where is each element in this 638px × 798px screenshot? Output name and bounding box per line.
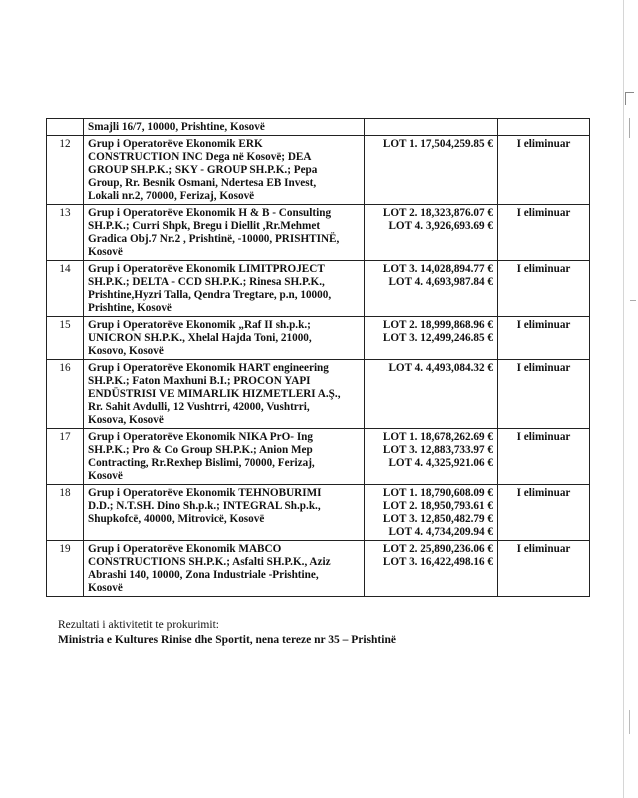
operator-line: Prishtine,Hyzri Talla, Qendra Tregtare, p.n, 10000, — [88, 289, 332, 301]
lot-price: LOT 3. 16,422,498.16 € — [382, 556, 493, 568]
status-cell: I eliminuar — [498, 485, 590, 541]
result-label: Rezultati i aktivitetit te prokurimit: — [58, 619, 219, 631]
lots-cell — [365, 136, 498, 205]
lot-price: LOT 2. 18,323,876.07 € — [382, 207, 493, 219]
lots-cell — [365, 119, 498, 136]
scan-mark — [629, 118, 636, 138]
row-number: 14 — [47, 261, 84, 317]
status-cell: I eliminuar — [498, 205, 590, 261]
operator-line: Shupkofcë, 40000, Mitrovicë, Kosovë — [88, 513, 265, 525]
operator-line: Contracting, Rr.Rexhep Bislimi, 70000, Ferizaj, — [88, 457, 315, 469]
status-cell: I eliminuar — [498, 136, 590, 205]
row-number: 16 — [47, 360, 84, 429]
operator-line: SH.P.K.; DELTA - CCD SH.P.K.; Rinesa SH.P.K., — [88, 276, 325, 288]
row-number: 18 — [47, 485, 84, 541]
lots-cell — [365, 360, 498, 429]
operator-line: Kosova, Kosovë — [88, 414, 164, 426]
operator-line: Kosovë — [88, 246, 123, 258]
lot-price: LOT 4. 4,734,209.94 € — [388, 526, 493, 538]
operator-line: D.D.; N.T.SH. Dino Sh.p.k.; INTEGRAL Sh.p.k., — [88, 500, 321, 512]
row-number: 13 — [47, 205, 84, 261]
status-cell — [498, 119, 590, 136]
table-row-continued — [47, 119, 590, 136]
operator-line: ENDÜSTRISI VE MIMARLIK HIZMETLERI A.Ş., — [88, 388, 341, 400]
operator-cell — [84, 541, 365, 597]
operator-line: Abrashi 140, 10000, Zona Industriale -Prishtine, — [88, 569, 319, 581]
table-row — [47, 541, 590, 597]
table-row — [47, 485, 590, 541]
operator-line: Smajli 16/7, 10000, Prishtine, Kosovë — [88, 121, 265, 133]
operator-line: Kosovo, Kosovë — [88, 345, 164, 357]
lot-price: LOT 3. 12,883,733.97 € — [382, 444, 493, 456]
operator-line: CONSTRUCTION INC Dega në Kosovë; DEA — [88, 151, 312, 163]
operator-line: Kosovë — [88, 470, 123, 482]
lot-price: LOT 1. 18,790,608.09 € — [382, 487, 493, 499]
lot-price: LOT 3. 12,499,246.85 € — [382, 332, 493, 344]
operator-line: SH.P.K.; Faton Maxhuni B.I.; PROCON YAPI — [88, 375, 311, 387]
lots-cell — [365, 205, 498, 261]
procurement-result — [58, 618, 598, 648]
status-cell: I eliminuar — [498, 429, 590, 485]
row-number: 12 — [47, 136, 84, 205]
operator-line: Rr. Sahit Avdulli, 12 Vushtrri, 42000, Vushtrri, — [88, 401, 310, 413]
operator-cell — [84, 429, 365, 485]
operator-line: SH.P.K.; Pro & Co Group SH.P.K.; Anion Mep — [88, 444, 313, 456]
lot-price: LOT 4. 4,693,987.84 € — [388, 276, 493, 288]
operator-cell — [84, 119, 365, 136]
table-row — [47, 205, 590, 261]
lots-cell — [365, 541, 498, 597]
lot-price: LOT 4. 4,493,084.32 € — [388, 362, 493, 374]
scan-mark — [630, 300, 636, 301]
table-row — [47, 136, 590, 205]
operator-line: Grup i Operatorëve Ekonomik H & B - Consulting — [88, 207, 332, 219]
row-number: 15 — [47, 317, 84, 360]
table-row — [47, 360, 590, 429]
operator-line: Grup i Operatorëve Ekonomik ERK — [88, 138, 263, 150]
operator-line: Grup i Operatorëve Ekonomik NIKA PrO- Ing — [88, 431, 313, 443]
scan-mark — [629, 710, 636, 734]
lot-price: LOT 4. 4,325,921.06 € — [388, 457, 493, 469]
row-number: 17 — [47, 429, 84, 485]
status-cell: I eliminuar — [498, 541, 590, 597]
lot-price: LOT 2. 25,890,236.06 € — [382, 543, 493, 555]
operator-cell — [84, 485, 365, 541]
operator-line: Gradica Obj.7 Nr.2 , Prishtinë, -10000, PRISHTINË, — [88, 233, 340, 245]
lot-price: LOT 4. 3,926,693.69 € — [388, 220, 493, 232]
status-cell: I eliminuar — [498, 360, 590, 429]
table-row — [47, 429, 590, 485]
lot-price: LOT 3. 12,850,482.79 € — [382, 513, 493, 525]
operator-line: UNICRON SH.P.K., Xhelal Hajda Toni, 21000, — [88, 332, 312, 344]
result-value: Ministria e Kultures Rinise dhe Sportit, nena tereze nr 35 – Prishtinë — [58, 634, 396, 646]
row-number: 19 — [47, 541, 84, 597]
lot-price: LOT 2. 18,999,868.96 € — [382, 319, 493, 331]
operator-line: Prishtine, Kosovë — [88, 302, 172, 314]
operator-cell — [84, 317, 365, 360]
operator-line: Grup i Operatorëve Ekonomik HART engineering — [88, 362, 329, 374]
table-row — [47, 261, 590, 317]
lots-cell — [365, 317, 498, 360]
operator-cell — [84, 360, 365, 429]
operator-cell — [84, 136, 365, 205]
lots-cell — [365, 261, 498, 317]
operator-line: Group, Rr. Besnik Osmani, Ndertesa EB Invest, — [88, 177, 317, 189]
lot-price: LOT 1. 18,678,262.69 € — [382, 431, 493, 443]
bids-table — [46, 118, 590, 597]
lots-cell — [365, 429, 498, 485]
row-number — [47, 119, 84, 136]
status-cell: I eliminuar — [498, 261, 590, 317]
lot-price: LOT 2. 18,950,793.61 € — [382, 500, 493, 512]
scan-mark — [625, 92, 634, 105]
table-row — [47, 317, 590, 360]
operator-line: SH.P.K.; Curri Shpk, Bregu i Diellit ,Rr.Mehmet — [88, 220, 321, 232]
operator-line: Lokali nr.2, 70000, Ferizaj, Kosovë — [88, 190, 255, 202]
operator-line: Kosovë — [88, 582, 123, 594]
lot-price: LOT 3. 14,028,894.77 € — [382, 263, 493, 275]
operator-line: Grup i Operatorëve Ekonomik „Raf II sh.p.k.; — [88, 319, 311, 331]
operator-cell — [84, 205, 365, 261]
operator-line: CONSTRUCTIONS SH.P.K.; Asfalti SH.P.K., Aziz — [88, 556, 331, 568]
lot-price: LOT 1. 17,504,259.85 € — [382, 138, 493, 150]
operator-cell — [84, 261, 365, 317]
operator-line: Grup i Operatorëve Ekonomik LIMITPROJECT — [88, 263, 325, 275]
operator-line: GROUP SH.P.K.; SKY - GROUP SH.P.K.; Pepa — [88, 164, 318, 176]
operator-line: Grup i Operatorëve Ekonomik TEHNOBURIMI — [88, 487, 322, 499]
lots-cell — [365, 485, 498, 541]
status-cell: I eliminuar — [498, 317, 590, 360]
operator-line: Grup i Operatorëve Ekonomik MABCO — [88, 543, 282, 555]
